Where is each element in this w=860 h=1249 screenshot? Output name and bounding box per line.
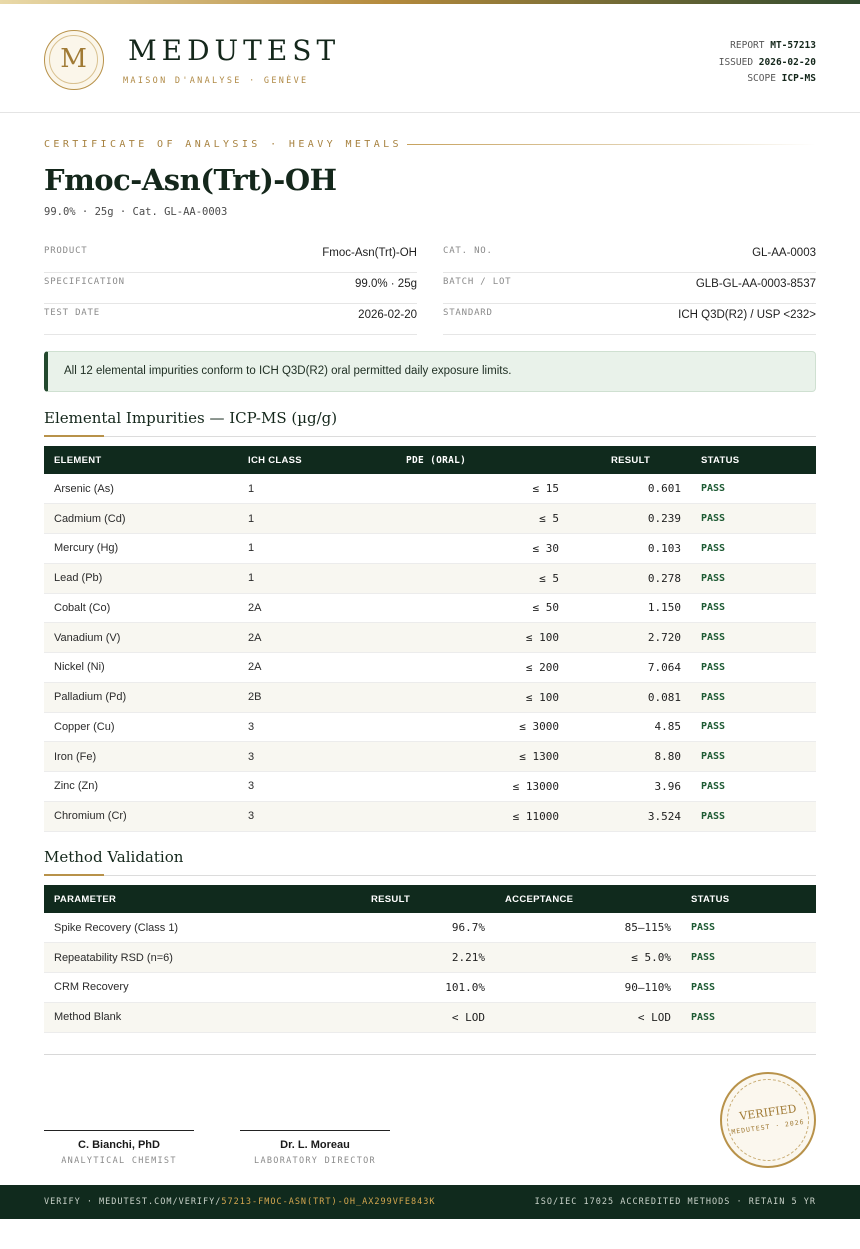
notice-text: All 12 elemental impurities conform to ICH Q3D(R2) oral permitted daily exposure limits. <box>64 365 512 377</box>
status-badge: PASS <box>701 780 726 792</box>
table-header-row <box>44 885 816 913</box>
product-subtitle: 99.0% · 25g · Cat. GL-AA-0003 <box>44 206 228 218</box>
info-label: CAT. NO. <box>443 246 493 256</box>
table-row <box>44 623 816 653</box>
table-header-row <box>44 446 816 474</box>
info-label: SPECIFICATION <box>44 277 125 287</box>
info-test-date <box>44 304 417 335</box>
ich-class: 3 <box>248 750 255 763</box>
report-header <box>0 4 860 113</box>
column-header: RESULT <box>611 454 651 466</box>
scope-label: SCOPE <box>747 73 776 84</box>
status-badge: PASS <box>701 661 726 673</box>
verify-prefix: VERIFY · MEDUTEST.COM/VERIFY/ <box>44 1197 222 1207</box>
status-badge: PASS <box>691 981 716 993</box>
element-name: Cobalt (Co) <box>54 601 111 614</box>
pde-limit: ≤ 3000 <box>519 720 559 734</box>
table-row <box>44 682 816 712</box>
ich-class: 1 <box>248 572 255 585</box>
ich-class: 1 <box>248 542 255 555</box>
table-row <box>44 801 816 831</box>
info-value: Fmoc-Asn(Trt)-OH <box>322 247 417 259</box>
pde-limit: ≤ 5 <box>539 571 559 585</box>
verification-footer <box>0 1185 860 1219</box>
ich-class: 3 <box>248 780 255 793</box>
signature-block-director <box>240 1130 390 1166</box>
table-row <box>44 474 816 504</box>
info-specification <box>44 273 417 304</box>
product-title: Fmoc-Asn(Trt)-OH <box>44 163 337 197</box>
pde-limit: ≤ 5 <box>539 512 559 526</box>
ich-class: 2B <box>248 691 262 704</box>
info-label: TEST DATE <box>44 308 100 318</box>
column-header: STATUS <box>691 893 730 905</box>
info-label: BATCH / LOT <box>443 277 512 287</box>
info-value: 2026-02-20 <box>358 309 417 321</box>
validation-table <box>44 885 816 1033</box>
report-number: MT-57213 <box>770 40 816 51</box>
document-type-rule <box>407 144 816 145</box>
status-badge: PASS <box>691 952 716 964</box>
status-badge: PASS <box>701 751 726 763</box>
info-value: 99.0% · 25g <box>354 278 417 290</box>
signature-divider <box>44 1054 816 1055</box>
result-value: 8.80 <box>654 750 681 764</box>
element-name: Zinc (Zn) <box>54 780 98 793</box>
result-value: < LOD <box>451 1010 485 1024</box>
info-standard <box>443 304 816 335</box>
column-header: PARAMETER <box>54 893 117 905</box>
pde-limit: ≤ 1300 <box>519 750 559 764</box>
pde-limit: ≤ 30 <box>532 541 559 555</box>
signatory-role: ANALYTICAL CHEMIST <box>61 1156 177 1166</box>
result-value: 3.96 <box>654 779 681 793</box>
verify-link[interactable] <box>44 1197 436 1207</box>
status-badge: PASS <box>701 542 726 554</box>
report-meta <box>719 38 816 88</box>
element-name: Arsenic (As) <box>54 482 114 495</box>
acceptance-criteria: < LOD <box>637 1010 671 1024</box>
column-header: ICH CLASS <box>248 454 302 466</box>
table-row <box>44 712 816 742</box>
table-row <box>44 772 816 802</box>
result-value: 0.103 <box>647 541 681 555</box>
info-label: PRODUCT <box>44 246 88 256</box>
result-value: 0.239 <box>647 512 681 526</box>
table-row <box>44 913 816 943</box>
result-value: 1.150 <box>647 601 681 615</box>
element-name: Palladium (Pd) <box>54 691 127 704</box>
info-value: GLB-GL-AA-0003-8537 <box>695 278 816 290</box>
element-name: Nickel (Ni) <box>54 661 105 674</box>
column-header: STATUS <box>701 454 740 466</box>
brand-tagline: MAISON D'ANALYSE · GENÈVE <box>123 76 309 86</box>
result-value: 7.064 <box>647 660 681 674</box>
pde-limit: ≤ 13000 <box>512 779 559 793</box>
status-badge: PASS <box>701 483 726 495</box>
ich-class: 3 <box>248 810 255 823</box>
element-name: Lead (Pb) <box>54 572 103 585</box>
result-value: 0.601 <box>647 482 681 496</box>
status-badge: PASS <box>691 1011 716 1023</box>
status-badge: PASS <box>701 810 726 822</box>
pde-limit: ≤ 200 <box>525 660 559 674</box>
result-value: 2.720 <box>647 631 681 645</box>
result-value: 96.7% <box>451 921 485 935</box>
parameter-name: Repeatability RSD (n=6) <box>54 951 173 964</box>
table-row <box>44 742 816 772</box>
section-rule <box>44 875 816 876</box>
table-row <box>44 1002 816 1032</box>
column-header: PDE (ORAL) <box>406 454 467 466</box>
status-badge: PASS <box>701 513 726 525</box>
parameter-name: CRM Recovery <box>54 981 129 994</box>
ich-class: 1 <box>248 512 255 525</box>
result-value: 0.278 <box>647 571 681 585</box>
seal-text: VERIFIED <box>738 1102 798 1123</box>
document-type: CERTIFICATE OF ANALYSIS · HEAVY METALS <box>44 139 402 150</box>
ich-class: 3 <box>248 720 255 733</box>
acceptance-criteria: 90–110% <box>624 980 671 994</box>
element-name: Vanadium (V) <box>54 631 121 644</box>
signatory-role: LABORATORY DIRECTOR <box>254 1156 376 1166</box>
ich-class: 1 <box>248 482 255 495</box>
status-badge: PASS <box>701 721 726 733</box>
signature-block-analyst <box>44 1130 194 1166</box>
pde-limit: ≤ 100 <box>525 690 559 704</box>
report-label: REPORT <box>730 40 765 51</box>
parameter-name: Spike Recovery (Class 1) <box>54 921 179 934</box>
table-row <box>44 653 816 683</box>
result-value: 2.21% <box>451 951 485 965</box>
table-row <box>44 593 816 623</box>
element-name: Cadmium (Cd) <box>54 512 126 525</box>
signatory-name: Dr. L. Moreau <box>280 1139 350 1151</box>
info-catalog-number <box>443 242 816 273</box>
status-badge: PASS <box>701 572 726 584</box>
element-name: Chromium (Cr) <box>54 810 127 823</box>
seal-subtext: MEDUTEST · 2026 <box>730 1117 806 1137</box>
section-accent <box>44 435 104 437</box>
result-value: 0.081 <box>647 690 681 704</box>
issued-date: 2026-02-20 <box>758 56 816 68</box>
issued-label: ISSUED <box>718 56 754 68</box>
validation-section-title: Method Validation <box>44 848 184 866</box>
brand-logo <box>44 30 104 90</box>
element-name: Mercury (Hg) <box>54 542 119 555</box>
element-name: Iron (Fe) <box>54 750 97 763</box>
acceptance-criteria: ≤ 5.0% <box>631 951 671 965</box>
info-value: GL-AA-0003 <box>752 247 816 259</box>
result-value: 101.0% <box>445 980 485 994</box>
table-row <box>44 943 816 973</box>
section-rule <box>44 436 816 437</box>
result-value: 4.85 <box>654 720 681 734</box>
verified-seal <box>720 1072 816 1168</box>
status-badge: PASS <box>701 632 726 644</box>
logo-letter: M <box>60 44 87 74</box>
parameter-name: Method Blank <box>54 1011 122 1024</box>
scope-value: ICP-MS <box>781 73 816 84</box>
status-badge: PASS <box>701 602 726 614</box>
status-badge: PASS <box>691 922 716 934</box>
conformance-notice <box>44 351 816 392</box>
impurities-section-title: Elemental Impurities — ICP-MS (µg/g) <box>44 409 338 427</box>
pde-limit: ≤ 15 <box>532 482 559 496</box>
accreditation-note: ISO/IEC 17025 ACCREDITED METHODS · RETAIN 5 YR <box>534 1197 816 1207</box>
info-batch-lot <box>443 273 816 304</box>
ich-class: 2A <box>248 661 262 674</box>
pde-limit: ≤ 100 <box>525 631 559 645</box>
info-value: ICH Q3D(R2) / USP <232> <box>678 309 816 321</box>
section-accent <box>44 874 104 876</box>
table-row <box>44 534 816 564</box>
table-row <box>44 504 816 534</box>
info-product <box>44 242 417 273</box>
verify-code: 57213-FMOC-ASN(TRT)-OH_AX299VFE843K <box>221 1197 436 1207</box>
result-value: 3.524 <box>647 809 681 823</box>
ich-class: 2A <box>248 631 262 644</box>
signatory-name: C. Bianchi, PhD <box>78 1139 160 1151</box>
impurities-table <box>44 446 816 832</box>
pde-limit: ≤ 11000 <box>512 809 559 823</box>
column-header: ELEMENT <box>54 454 102 466</box>
ich-class: 2A <box>248 601 262 614</box>
element-name: Copper (Cu) <box>54 720 115 733</box>
table-row <box>44 563 816 593</box>
pde-limit: ≤ 50 <box>532 601 559 615</box>
acceptance-criteria: 85–115% <box>624 921 671 935</box>
brand-name: MEDUTEST <box>128 34 341 67</box>
column-header: RESULT <box>371 893 411 905</box>
info-label: STANDARD <box>443 308 493 318</box>
status-badge: PASS <box>701 691 726 703</box>
column-header: ACCEPTANCE <box>505 893 574 905</box>
table-row <box>44 973 816 1003</box>
